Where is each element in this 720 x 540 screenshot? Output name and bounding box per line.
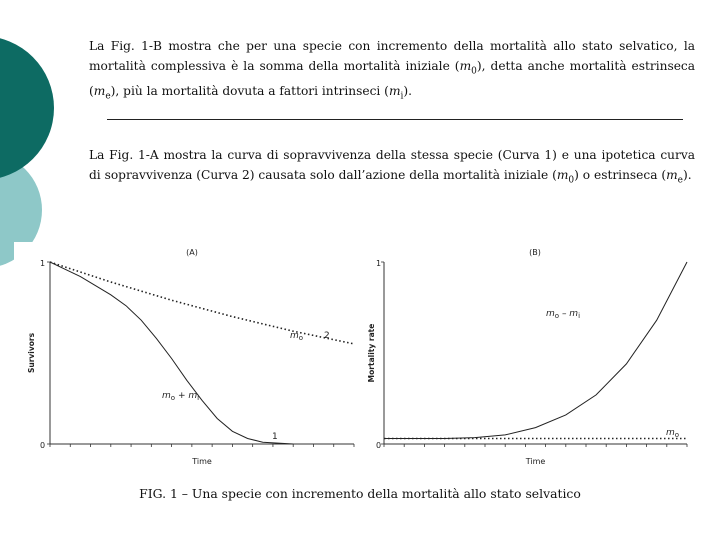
para2-run-6: ). bbox=[683, 168, 692, 182]
panel-0-xlabel: Time bbox=[192, 457, 212, 466]
para2-run-3: ) o estrinseca ( bbox=[574, 168, 667, 182]
panel-0-series-0-line bbox=[50, 262, 293, 444]
panel-1-xlabel: Time bbox=[525, 457, 546, 466]
panel-1-annotation-1: $m_o$ bbox=[666, 428, 680, 439]
panel-1-y-tick-label-0: 0 bbox=[376, 441, 382, 450]
panel-0-y-tick-label-0: 0 bbox=[40, 441, 46, 450]
para1-run-1: m bbox=[459, 59, 472, 73]
panel-1-series-0-line bbox=[384, 262, 687, 439]
panel-0-title: (A) bbox=[186, 248, 198, 257]
panel-0-series-1-line bbox=[50, 262, 354, 344]
panel-1-y-tick-label-1: 1 bbox=[376, 259, 382, 268]
para1-run-9: ). bbox=[403, 84, 413, 99]
para1-run-4: m bbox=[93, 84, 106, 99]
para1-run-5: e bbox=[105, 91, 111, 102]
para1-run-7: m bbox=[388, 84, 401, 99]
para1-run-8: i bbox=[400, 91, 404, 102]
panel-0-y-tick-label-1: 1 bbox=[40, 259, 46, 268]
panel-0-series-1-label: 2 bbox=[324, 331, 330, 341]
para2-run-0: La Fig. 1-A mostra la curva di sopravvivenza della stessa specie (Curva 1) e una ipotetica curva di sopravvivenza (Curva 2) causata solo dall’azione della mortalità iniziale ( bbox=[89, 148, 695, 182]
panel-1-ylabel: Mortality rate bbox=[367, 323, 376, 383]
paragraph-fig-1a bbox=[89, 145, 695, 190]
figure-caption: FIG. 1 – Una specie con incremento della mortalità allo stato selvatico bbox=[139, 486, 581, 501]
para2-run-2: 0 bbox=[568, 175, 575, 186]
figure-1 bbox=[14, 242, 704, 472]
panel-0-ylabel: Survivors bbox=[27, 332, 36, 374]
panel-0-annotation-0: $m_o$ bbox=[290, 331, 304, 342]
panel-0-series-0-label: 1 bbox=[272, 432, 278, 442]
para2-run-4: m bbox=[666, 168, 678, 182]
panel-1-title: (B) bbox=[529, 248, 541, 257]
figure-1-svg bbox=[14, 242, 704, 472]
panel-0-annotation-1: $m_o + m_i$ bbox=[162, 391, 200, 402]
panel-1-annotation-0: $m_o - m_i$ bbox=[546, 309, 581, 320]
para2-run-5: e bbox=[677, 175, 683, 186]
para1-run-0: La Fig. 1-B mostra che per una specie con incremento della mortalità allo stato selvatico, la mortalità complessiva è la somma della mortalità iniziale ( bbox=[89, 39, 695, 73]
dark-teal-circle bbox=[0, 36, 54, 180]
para1-run-6: ), più la mortalità dovuta a fattori intrinseci ( bbox=[110, 84, 389, 99]
para1-run-2: 0 bbox=[471, 66, 477, 77]
para1-run-3: ), detta anche mortalità estrinseca ( bbox=[89, 59, 696, 99]
paragraph-fig-1b bbox=[89, 36, 695, 107]
horizontal-divider bbox=[107, 119, 683, 120]
para2-run-1: m bbox=[556, 168, 569, 182]
